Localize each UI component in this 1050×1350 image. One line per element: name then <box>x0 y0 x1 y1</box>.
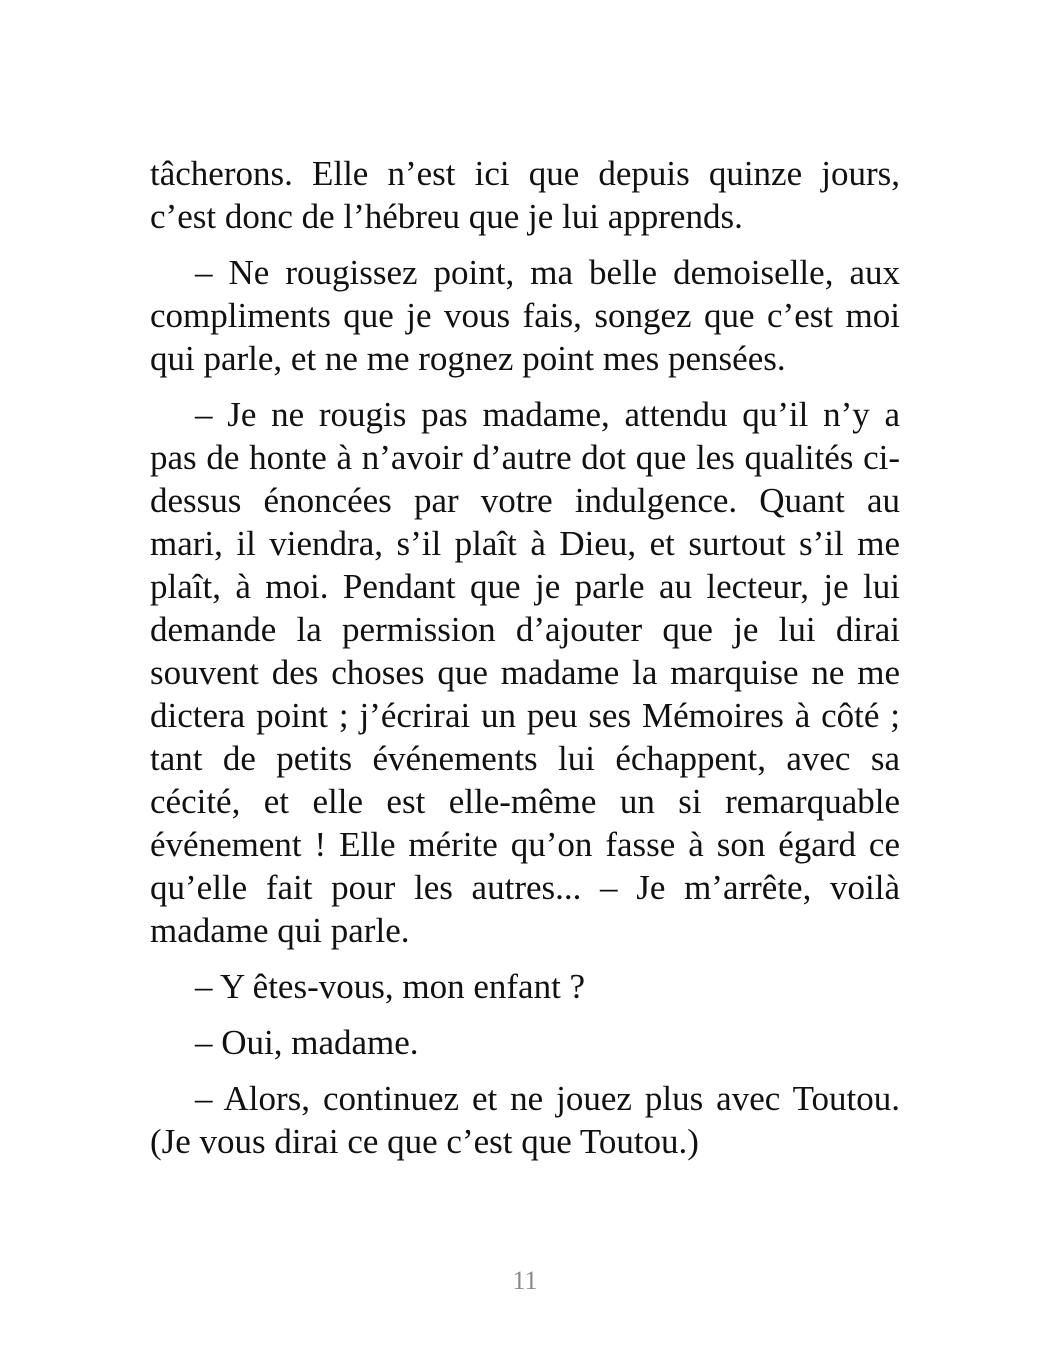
paragraph-dialogue: – Je ne rougis pas madame, attendu qu’il n’y a pas de honte à n’avoir d’autre dot que les qualités ci-dessus énoncées par votre indulgence. Quant au mari, il viendra, s’il plaît à Dieu, et surtout s’il me plaît, à moi. Pendant que je parle au lecteur, je lui demande la permission d’ajouter que je lui dirai souvent des choses que madame la marquise ne me dictera point ; j’écrirai un peu ses Mémoires à côté ; tant de petits événements lui échappent, avec sa cécité, et elle est elle-même un si remarquable événement ! Elle mérite qu’on fasse à son égard ce qu’elle fait pour les autres... – Je m’arrête, voilà madame qui parle. <box>150 395 900 950</box>
paragraph-dialogue: – Alors, continuez et ne jouez plus avec Toutou. (Je vous dirai ce que c’est que Toutou.) <box>150 1079 900 1161</box>
page-number: 11 <box>512 1266 538 1295</box>
paragraph-dialogue: – Oui, madame. <box>195 1023 419 1062</box>
paragraph-dialogue: – Y êtes-vous, mon enfant ? <box>195 967 586 1006</box>
paragraph-continuation: tâcherons. Elle n’est ici que depuis quinze jours, c’est donc de l’hébreu que je lui apprends. <box>150 154 900 236</box>
body-text <box>150 152 900 1176</box>
paragraph-dialogue: – Ne rougissez point, ma belle demoiselle, aux compliments que je vous fais, songez que c’est moi qui parle, et ne me rognez point mes pensées. <box>150 253 900 378</box>
